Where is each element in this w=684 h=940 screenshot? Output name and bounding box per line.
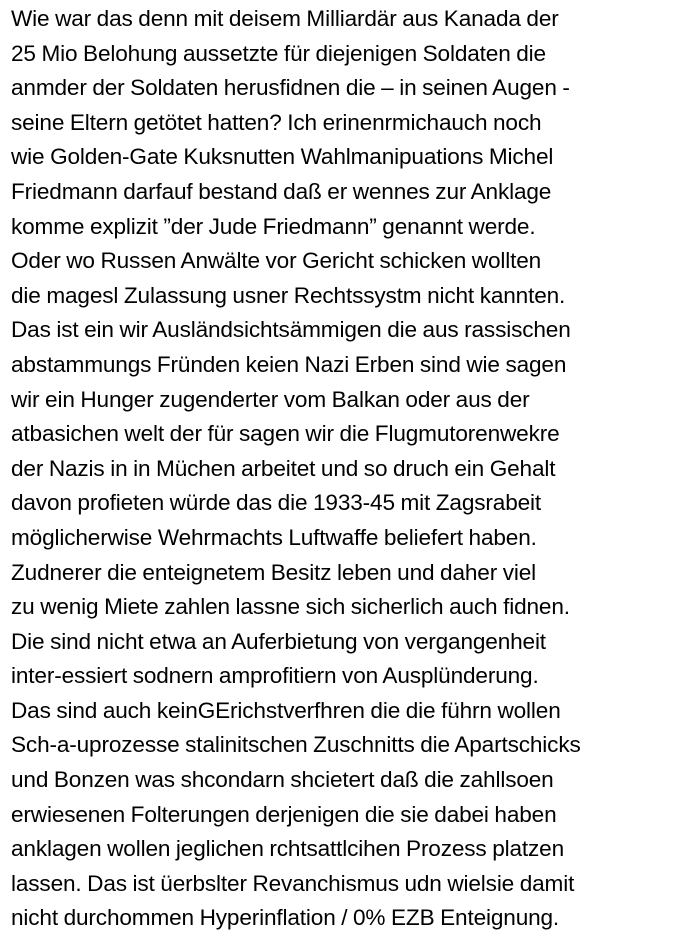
text-line: seine Eltern getötet hatten? Ich erinenrmichauch noch	[11, 109, 542, 135]
text-block	[11, 2, 683, 936]
text-line: erwiesenen Folterungen derjenigen die sie dabei haben	[11, 801, 557, 827]
text-line: der Nazis in in Müchen arbeitet und so druch ein Gehalt	[11, 455, 556, 481]
text-line: Wie war das denn mit deisem Milliardär aus Kanada der	[11, 6, 559, 31]
text-line: nicht durchommen Hyperinflation / 0% EZB Enteignung.	[11, 905, 560, 931]
text-line: 25 Mio Belohung aussetzte für diejenigen Soldaten die	[11, 40, 546, 66]
text-line: wir ein Hunger zugenderter vom Balkan oder aus der	[11, 386, 530, 412]
text-line: Das ist ein wir Ausländsichtsämmigen die aus rassischen	[11, 317, 571, 343]
text-line: komme explizit ”der Jude Friedmann” genannt werde.	[11, 213, 536, 239]
text-line: Oder wo Russen Anwälte vor Gericht schicken wollten	[11, 248, 542, 274]
text-line: Die sind nicht etwa an Auferbietung von vergangenheit	[11, 628, 546, 654]
text-line: Friedmann darfauf bestand daß er wennes zur Anklage	[11, 178, 552, 204]
text-line: möglicherwise Wehrmachts Luftwaffe beliefert haben.	[11, 524, 537, 550]
text-line: anmder der Soldaten herusfidnen die – in seinen Augen -	[11, 75, 570, 101]
text-line: davon profieten würde das die 1933-45 mit Zagsrabeit	[11, 490, 542, 516]
text-line: Das sind auch keinGErichstverfhren die die führn wollen	[11, 697, 561, 723]
text-line: wie Golden-Gate Kuksnutten Wahlmanipuations Michel	[11, 144, 554, 170]
text-line: atbasichen welt der für sagen wir die Flugmutorenwekre	[11, 421, 560, 447]
text-line: anklagen wollen jeglichen rchtsattlcihen Prozess platzen	[11, 836, 565, 862]
text-line: Zudnerer die enteignetem Besitz leben und daher viel	[11, 559, 537, 585]
text-line: lassen. Das ist üerbslter Revanchismus udn wielsie damit	[11, 870, 575, 896]
text-line: abstammungs Fründen keien Nazi Erben sind wie sagen	[11, 351, 567, 377]
text-line: zu wenig Miete zahlen lassne sich sicherlich auch fidnen.	[11, 594, 570, 620]
text-line: die magesl Zulassung usner Rechtssystm nicht kannten.	[11, 282, 566, 308]
text-line: inter-essiert sodnern amprofitiern von Ausplünderung.	[11, 663, 539, 689]
text-line: und Bonzen was shcondarn shcietert daß die zahllsoen	[11, 767, 554, 793]
text-line: Sch-a-uprozesse stalinitschen Zuschnitts die Apartschicks	[11, 732, 581, 758]
